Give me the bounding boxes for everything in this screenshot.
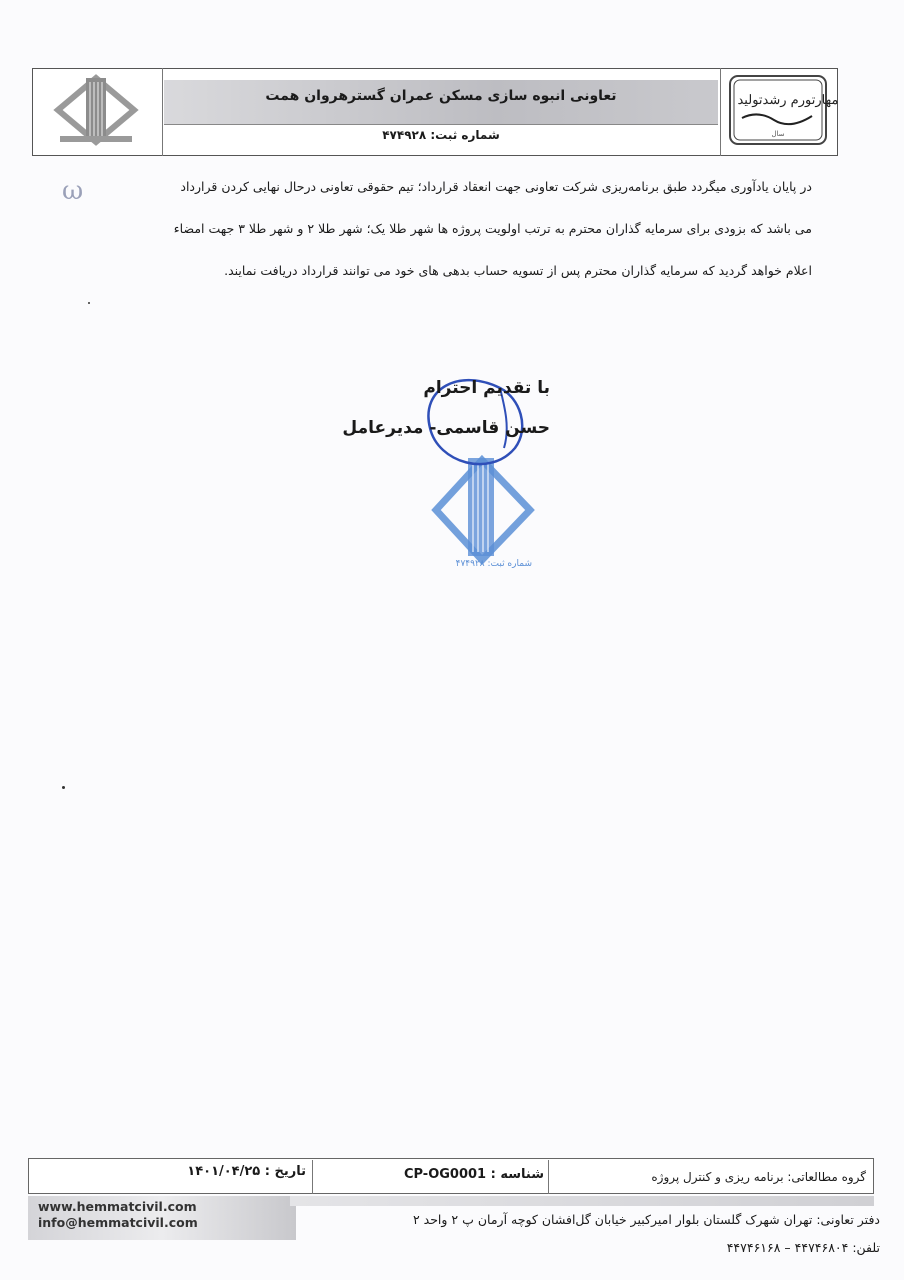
scan-speck xyxy=(88,302,90,304)
registration-number: شماره ثبت: ۴۷۴۹۲۸ xyxy=(382,128,500,142)
slogan-logo-icon xyxy=(728,74,839,146)
office-address: دفتر تعاونی: تهران شهرک گلستان بلوار امیرکبیر خیابان گل‌افشان کوچه آرمان پ ۲ واحد ۲ xyxy=(412,1212,880,1227)
body-line-3: اعلام خواهد گردید که سرمایه گذاران محترم پس از تسویه حساب بدهی های خود می توانند قرارداد دریافت نمایند. xyxy=(224,263,812,278)
document-date: تاریخ : ۱۴۰۱/۰۴/۲۵ xyxy=(187,1164,306,1179)
slogan-line: مهارتورم رشدتولید xyxy=(737,93,839,108)
organization-title: تعاونی انبوه سازی مسکن عمران گسترهروان همت xyxy=(265,88,617,104)
letterhead-separator xyxy=(162,68,163,156)
footer-separator xyxy=(312,1160,313,1194)
email-link[interactable]: info@hemmatcivil.com xyxy=(38,1215,198,1230)
address-band xyxy=(290,1196,874,1206)
closing-regards: با تقدیم احترام xyxy=(423,378,550,398)
body-line-2: می باشد که بزودی برای سرمایه گذاران محترم به ترتب اولویت پروژه ها شهر طلا یک؛ شهر طلا ۲ و شهر طلا ۳ جهت امضاء xyxy=(173,221,812,236)
letterhead-divider xyxy=(164,124,718,125)
study-group-label: گروه مطالعاتی: برنامه ریزی و کنترل پروژه xyxy=(651,1170,866,1184)
page-number-mark: ω xyxy=(62,176,84,206)
website-link[interactable]: www.hemmatcivil.com xyxy=(38,1199,197,1214)
signer-name: حسن قاسمی- مدیرعامل xyxy=(342,418,550,438)
scan-speck xyxy=(62,786,65,789)
letterhead-separator xyxy=(720,68,721,156)
company-logo-icon xyxy=(50,74,142,146)
slogan-year: سال xyxy=(771,130,785,138)
footer-separator xyxy=(548,1160,549,1194)
stamp-registration: شماره ثبت: ۴۷۴۹۲۸ xyxy=(455,559,532,569)
body-line-1: در پایان یادآوری میگردد طبق برنامه‌ریزی شرکت تعاونی جهت انعقاد قرارداد؛ تیم حقوقی تعاونی درحال نهایی کردن قرارداد xyxy=(180,179,812,194)
document-id: شناسه : CP-OG0001 xyxy=(403,1167,544,1182)
phone-numbers: تلفن: ۴۴۷۴۶۸۰۴ – ۴۴۷۴۶۱۶۸ xyxy=(726,1240,880,1255)
